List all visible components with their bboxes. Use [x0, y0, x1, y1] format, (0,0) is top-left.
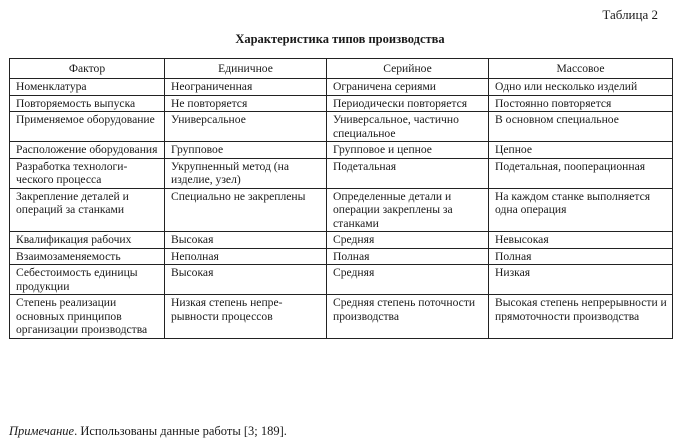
table-cell: Невысокая: [489, 232, 673, 249]
table-row: [10, 232, 673, 249]
table-cell: Применяемое оборудование: [10, 112, 165, 142]
note-text: . Использованы данные работы [3; 189].: [74, 424, 287, 438]
table-cell: На каждом станке выполняется одна операция: [489, 188, 673, 232]
table-cell: Закрепление деталей и операций за станками: [10, 188, 165, 232]
table-cell: Неполная: [165, 248, 327, 265]
table-cell: Высокая: [165, 232, 327, 249]
table-cell: Низкая степень непрерывности процессов: [165, 295, 327, 339]
column-header-serial: Серийное: [327, 59, 489, 79]
table-row: [10, 112, 673, 142]
table-row: [10, 142, 673, 159]
table-cell: Взаимозаменяемость: [10, 248, 165, 265]
table-row: [10, 248, 673, 265]
table-row: [10, 95, 673, 112]
table-cell: Квалификация рабочих: [10, 232, 165, 249]
table-cell: Себестоимость единицы продукции: [10, 265, 165, 295]
table-note: [9, 424, 287, 439]
table-cell: Специально не закреплены: [165, 188, 327, 232]
table-row: [10, 158, 673, 188]
table-cell: Полная: [327, 248, 489, 265]
table-cell: Подетальная: [327, 158, 489, 188]
table-cell: Подетальная, пооперационная: [489, 158, 673, 188]
table-row: [10, 188, 673, 232]
table-cell: Неограниченная: [165, 79, 327, 96]
table-row: [10, 265, 673, 295]
table-cell: Периодически повторяется: [327, 95, 489, 112]
table-cell: Разработка технологического процесса: [10, 158, 165, 188]
column-header-single: Единичное: [165, 59, 327, 79]
table-cell: Средняя: [327, 232, 489, 249]
table-cell: Ограничена сериями: [327, 79, 489, 96]
table-cell: Степень реализации основных принципов организации производства: [10, 295, 165, 339]
table-cell: Цепное: [489, 142, 673, 159]
table-cell: Универсальное: [165, 112, 327, 142]
table-cell: Укрупненный метод (на изделие, узел): [165, 158, 327, 188]
table-cell: Постоянно повторяется: [489, 95, 673, 112]
table-cell: Групповое и цепное: [327, 142, 489, 159]
table-cell: Одно или несколько изделий: [489, 79, 673, 96]
table-cell: Номенклатура: [10, 79, 165, 96]
table-cell: Расположение оборудования: [10, 142, 165, 159]
table-cell: Определенные детали и операции закреплены за станками: [327, 188, 489, 232]
table-cell: Групповое: [165, 142, 327, 159]
table-cell: В основном специальное: [489, 112, 673, 142]
table-cell: Полная: [489, 248, 673, 265]
table-cell: Средняя степень поточности производства: [327, 295, 489, 339]
table-cell: Высокая степень непрерывности и прямоточности производства: [489, 295, 673, 339]
table-cell: Высокая: [165, 265, 327, 295]
note-label: Примечание: [9, 424, 75, 438]
table-cell: Повторяемость выпуска: [10, 95, 165, 112]
table-title: Характеристика типов производства: [235, 32, 445, 46]
production-types-table: [9, 58, 673, 339]
table-cell: Низкая: [489, 265, 673, 295]
column-header-mass: Массовое: [489, 59, 673, 79]
table-row: [10, 79, 673, 96]
table-cell: Универсальное, частично специальное: [327, 112, 489, 142]
table-row: [10, 295, 673, 339]
table-cell: Не повторяется: [165, 95, 327, 112]
column-header-factor: Фактор: [10, 59, 165, 79]
table-cell: Средняя: [327, 265, 489, 295]
table-number: Таблица 2: [602, 7, 658, 22]
table-header-row: [10, 59, 673, 79]
